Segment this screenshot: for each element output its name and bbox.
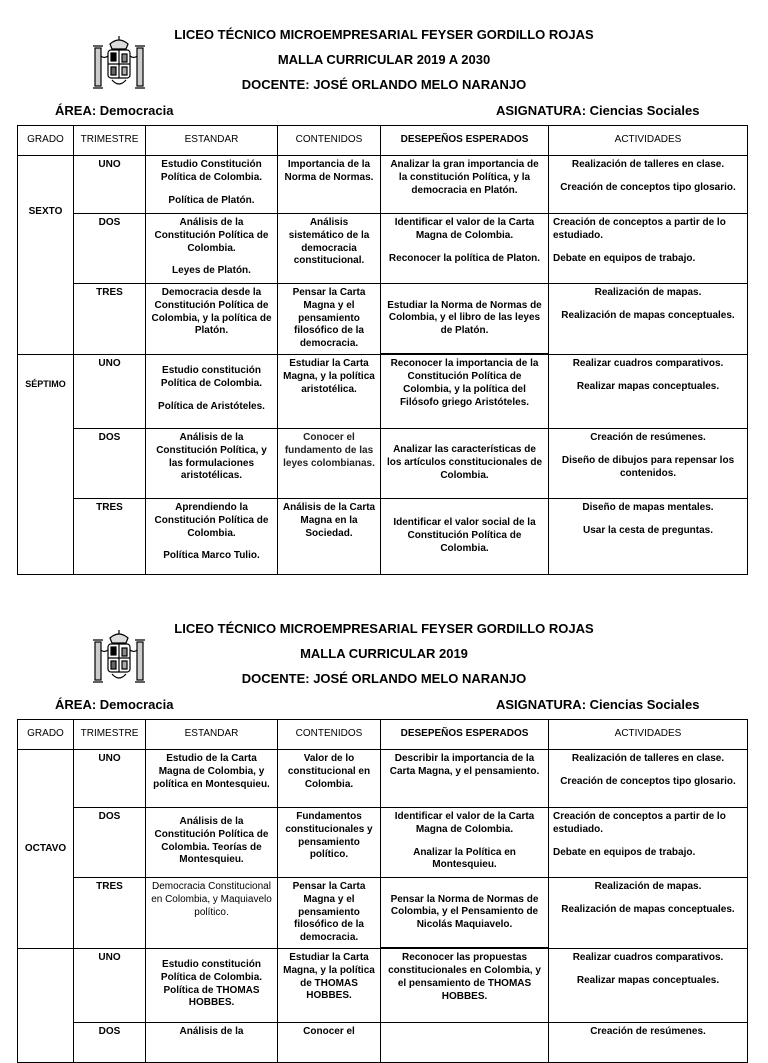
performance-cell: Analizar la gran importancia de la constitución Política, y la democracia en Platón. [381, 156, 549, 214]
header-activities: ACTIVIDADES [549, 720, 748, 750]
school-name: LICEO TÉCNICO MICROEMPRESARIAL FEYSER GORDILLO ROJAS [174, 621, 594, 636]
header-standard: ESTANDAR [146, 720, 278, 750]
table-row [18, 878, 748, 949]
performance-cell: Analizar las características de los artículos constitucionales de Colombia. [381, 428, 549, 498]
activities-cell: Realizar cuadros comparativos. Realizar mapas conceptuales. [549, 354, 748, 428]
content-cell: Pensar la Carta Magna y el pensamiento filosófico de la democracia. [278, 878, 381, 949]
standard-cell: Aprendiendo la Constitución Política de Colombia. Política Marco Tulio. [146, 498, 278, 574]
area-label: ÁREA: Democracia [55, 697, 174, 712]
header-performance: DESEPEÑOS ESPERADOS [381, 126, 549, 156]
table-row [18, 808, 748, 878]
content-cell: Valor de lo constitucional en Colombia. [278, 750, 381, 808]
standard-cell: Democracia Constitucional en Colombia, y Maquiavelo político. [146, 878, 278, 949]
performance-cell: Describir la importancia de la Carta Magna, y el pensamiento. [381, 750, 549, 808]
performance-cell: Identificar el valor de la Carta Magna de Colombia. Analizar la Política en Montesquieu. [381, 808, 549, 878]
table-row [18, 428, 748, 498]
standard-cell: Democracia desde la Constitución Política de Colombia, y la política de Platón. [146, 284, 278, 355]
subject-label: ASIGNATURA: Ciencias Sociales [496, 697, 700, 712]
curriculum-title: MALLA CURRICULAR 2019 [300, 646, 468, 661]
header-content: CONTENIDOS [278, 720, 381, 750]
content-cell: Análisis de la Carta Magna en la Sociedad. [278, 498, 381, 574]
header-performance: DESEPEÑOS ESPERADOS [381, 720, 549, 750]
standard-cell: Estudio constitución Política de Colombia. Política de Aristóteles. [146, 354, 278, 428]
standard-cell: Estudio de la Carta Magna de Colombia, y política en Montesquieu. [146, 750, 278, 808]
content-cell: Análisis sistemático de la democracia constitucional. [278, 214, 381, 284]
header-grade: GRADO [18, 720, 74, 750]
activities-cell: Realización de mapas. Realización de mapas conceptuales. [549, 878, 748, 949]
activities-cell: Realización de mapas. Realización de mapas conceptuales. [549, 284, 748, 355]
standard-cell: Estudio constitución Política de Colombia. Política de THOMAS HOBBES. [146, 948, 278, 1022]
content-cell: Conocer el fundamento de las leyes colombianas. [278, 428, 381, 498]
term-cell: DOS [74, 1022, 146, 1062]
activities-cell: Diseño de mapas mentales. Usar la cesta de preguntas. [549, 498, 748, 574]
header-content: CONTENIDOS [278, 126, 381, 156]
grade-cell [18, 948, 74, 1062]
performance-cell [381, 1022, 549, 1062]
term-cell: UNO [74, 750, 146, 808]
header-activities: ACTIVIDADES [549, 126, 748, 156]
school-name: LICEO TÉCNICO MICROEMPRESARIAL FEYSER GORDILLO ROJAS [174, 27, 594, 42]
performance-cell: Reconocer las propuestas constitucionales en Colombia, y el pensamiento de THOMAS HOBBES. [381, 948, 549, 1022]
standard-cell: Análisis de la Constitución Política, y las formulaciones aristotélicas. [146, 428, 278, 498]
standard-cell: Análisis de la Constitución Política de Colombia. Leyes de Platón. [146, 214, 278, 284]
activities-cell: Realizar cuadros comparativos. Realizar mapas conceptuales. [549, 948, 748, 1022]
table-row [18, 1022, 748, 1062]
curriculum-table [17, 125, 748, 575]
curriculum-table [17, 719, 748, 1063]
grade-cell: SÉPTIMO [18, 354, 74, 574]
term-cell: DOS [74, 808, 146, 878]
teacher-name: DOCENTE: JOSÉ ORLANDO MELO NARANJO [241, 77, 527, 92]
performance-cell: Estudiar la Norma de Normas de Colombia, y el libro de las leyes de Platón. [381, 284, 549, 355]
content-cell: Pensar la Carta Magna y el pensamiento filosófico de la democracia. [278, 284, 381, 355]
term-cell: TRES [74, 498, 146, 574]
term-cell: UNO [74, 354, 146, 428]
term-cell: TRES [74, 878, 146, 949]
teacher-name: DOCENTE: JOSÉ ORLANDO MELO NARANJO [241, 671, 527, 686]
performance-cell: Identificar el valor de la Carta Magna de Colombia. Reconocer la política de Platon. [381, 214, 549, 284]
performance-cell: Identificar el valor social de la Constitución Política de Colombia. [381, 498, 549, 574]
activities-cell: Creación de conceptos a partir de lo estudiado. Debate en equipos de trabajo. [549, 808, 748, 878]
activities-cell: Realización de talleres en clase. Creación de conceptos tipo glosario. [549, 156, 748, 214]
table-row [18, 948, 748, 1022]
table-row [18, 750, 748, 808]
content-cell: Estudiar la Carta Magna, y la política aristotélica. [278, 354, 381, 428]
standard-cell: Análisis de la Constitución Política de Colombia. Teorías de Montesquieu. [146, 808, 278, 878]
content-cell: Fundamentos constitucionales y pensamiento político. [278, 808, 381, 878]
table-row [18, 156, 748, 214]
performance-cell: Pensar la Norma de Normas de Colombia, y el Pensamiento de Nicolás Maquiavelo. [381, 878, 549, 949]
standard-cell: Estudio Constitución Política de Colombia. Política de Platón. [146, 156, 278, 214]
header-standard: ESTANDAR [146, 126, 278, 156]
term-cell: DOS [74, 214, 146, 284]
table-row [18, 498, 748, 574]
performance-cell: Reconocer la importancia de la Constitución Política de Colombia, y la política del Filósofo griego Aristóteles. [381, 354, 549, 428]
activities-cell: Realización de talleres en clase. Creación de conceptos tipo glosario. [549, 750, 748, 808]
term-cell: UNO [74, 156, 146, 214]
grade-cell: SEXTO [18, 156, 74, 355]
area-label: ÁREA: Democracia [55, 103, 174, 118]
header-term: TRIMESTRE [74, 126, 146, 156]
content-cell: Conocer el [278, 1022, 381, 1062]
subject-label: ASIGNATURA: Ciencias Sociales [496, 103, 700, 118]
table-row [18, 284, 748, 355]
table-row [18, 354, 748, 428]
term-cell: UNO [74, 948, 146, 1022]
curriculum-title: MALLA CURRICULAR 2019 A 2030 [277, 52, 491, 67]
activities-cell: Creación de resúmenes. Diseño de dibujos para repensar los contenidos. [549, 428, 748, 498]
content-cell: Importancia de la Norma de Normas. [278, 156, 381, 214]
standard-cell: Análisis de la [146, 1022, 278, 1062]
grade-cell: OCTAVO [18, 750, 74, 949]
activities-cell: Creación de resúmenes. [549, 1022, 748, 1062]
term-cell: TRES [74, 284, 146, 355]
activities-cell: Creación de conceptos a partir de lo estudiado. Debate en equipos de trabajo. [549, 214, 748, 284]
term-cell: DOS [74, 428, 146, 498]
content-cell: Estudiar la Carta Magna, y la política de THOMAS HOBBES. [278, 948, 381, 1022]
header-grade: GRADO [18, 126, 74, 156]
table-row [18, 214, 748, 284]
header-term: TRIMESTRE [74, 720, 146, 750]
